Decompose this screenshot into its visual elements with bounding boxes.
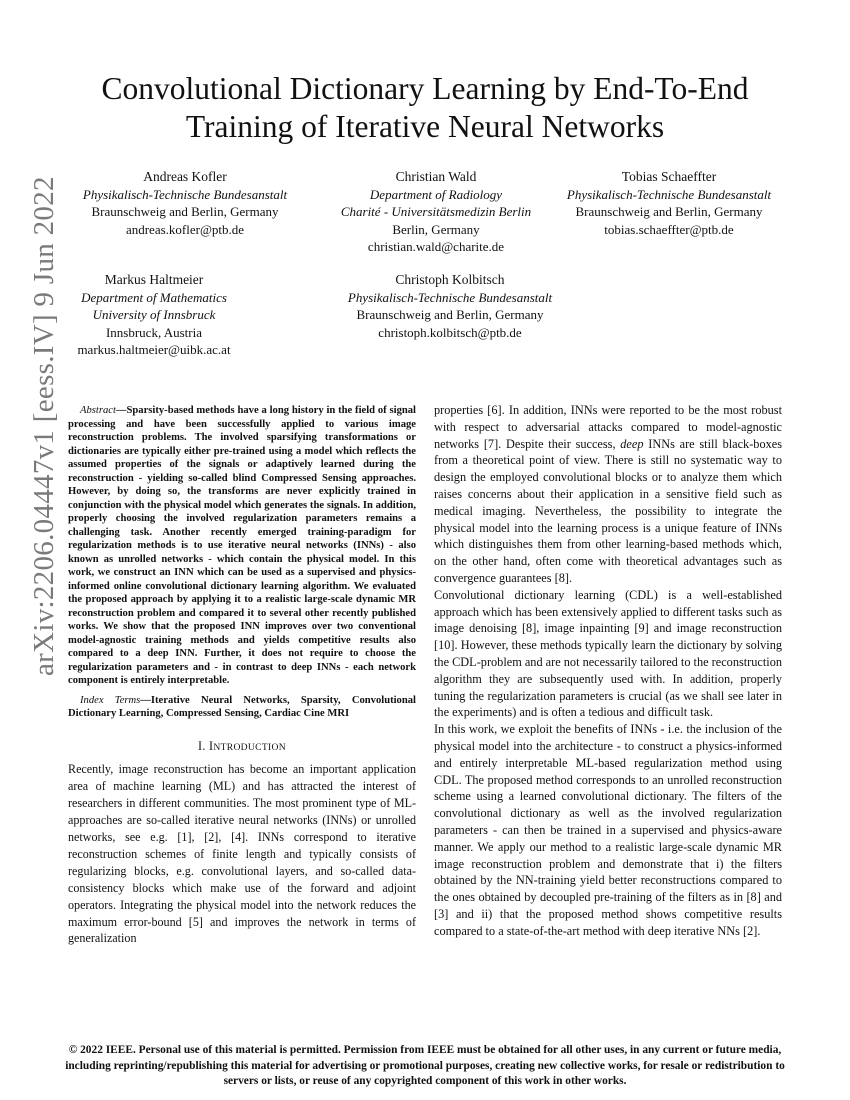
paper-title-line-2: Training of Iterative Neural Networks	[185, 109, 665, 144]
body-paragraph: Convolutional dictionary learning (CDL) is a well-established approach which has been extensively applied to different tasks such as image denoising [8], image inpainting [9] and image reconstruction [10]. However, these methods typically learn the dictionary by solving the CDL-problem and are not necessarily tailored to the reconstruction algorithm they are subsequently used with. In addition, properly tuning the regularization parameters is crucial (as we shall see later in the experiments) and is often a tedious and difficult task.	[434, 587, 782, 720]
paper-title	[60, 70, 790, 146]
author-address: Braunschweig and Berlin, Germany	[356, 307, 544, 322]
right-column	[434, 402, 782, 940]
index-terms-text: —Iterative Neural Networks, Sparsity, Convolutional Dictionary Learning, Compressed Sensing, Cardiac Cine MRI	[68, 694, 416, 719]
author-block	[60, 168, 310, 238]
author-address: Berlin, Germany	[392, 221, 480, 237]
body-paragraph: In this work, we exploit the benefits of INNs - i.e. the inclusion of the physical model into the architecture - to construct a physics-informed and entirely interpretable ML-based regularization method using CDL. The proposed method corresponds to an unrolled reconstruction scheme using a learned convolutional dictionary. The filters of the convolutional dictionary as well as the involved regularization parameters - can then be trained in a supervised and physics-aware manner. We apply our method to a realistic large-scale dynamic MR image reconstruction problem and demonstrate that i) the filters obtained by the NN-training yield better reconstructions compared to the ones obtained by decoupled pre-training of the filters as in [8] and [3] and ii) that the proposed method shows competitive results compared to a state-of-the-art method with deep iterative NNs [2].	[434, 722, 782, 938]
author-name: Tobias Schaeffter	[621, 169, 717, 184]
author-address: Braunschweig and Berlin, Germany	[575, 204, 763, 219]
author-name: Christian Wald	[395, 169, 477, 184]
author-block	[46, 271, 262, 359]
paper-title-line-1: Convolutional Dictionary Learning by End-To-End	[101, 71, 749, 106]
copyright-notice: © 2022 IEEE. Personal use of this material is permitted. Permission from IEEE must be obtained for all other uses, in any current or future media, including reprinting/republishing this material for advertising or promotional purposes, creating new collective works, for resale or redistribution to servers or lists, or reuse of any copyrighted component of this work in other works.	[65, 1044, 785, 1087]
body-paragraph: properties [6]. In addition, INNs were reported to be the most robust with respect to adversarial attacks compared to model-agnostic networks [7]. Despite their success, deep INNs are still black-boxes from a theoretical point of view. There is still no systematic way to design the employed convolutional blocks or to analyze them which raises concerns about their application in a sensitive field such as medical imaging. Nevertheless, the possibility to integrate the physical model into the learning process is a unique feature of INNs which distinguishes them from other learning-based methods which, on the other hand, often come with theoretical advantages such as convergence guarantees [8].	[434, 403, 782, 585]
author-email: christoph.kolbitsch@ptb.de	[378, 324, 522, 340]
index-terms-label: Index Terms	[80, 694, 141, 706]
author-block	[318, 271, 582, 341]
author-email: tobias.schaeffter@ptb.de	[604, 221, 734, 237]
author-block	[308, 168, 564, 256]
author-block	[548, 168, 790, 238]
author-affiliation: Physikalisch-Technische Bundesanstalt	[82, 186, 288, 202]
author-affiliation: Department of Radiology	[369, 186, 503, 202]
author-name: Markus Haltmeier	[104, 272, 204, 287]
section-heading-introduction: I. INTRODUCTION	[198, 738, 286, 753]
author-email: andreas.kofler@ptb.de	[125, 221, 245, 237]
author-email: markus.haltmeier@uibk.ac.at	[77, 342, 231, 357]
author-affiliation: Physikalisch-Technische Bundesanstalt	[347, 289, 553, 305]
index-terms	[68, 694, 416, 721]
introduction-paragraph: Recently, image reconstruction has become an important application area of machine learning (ML) and has attracted the interest of researchers in different communities. The most prominent type of ML-approaches are so-called iterative neural networks (INNs) or unrolled networks, see e.g. [1], [2], [4]. INNs correspond to iterative reconstruction schemes of finite length and typically consists of regularizing blocks, e.g. convolutional layers, and so-called data-consistency blocks which make use of the forward and adjoint operators. Integrating the physical model into the network reduces the maximum error-bound [5] and improves the network in terms of generalization	[68, 762, 416, 946]
abstract	[68, 404, 416, 688]
author-affiliation: University of Innsbruck	[92, 307, 216, 322]
author-address: Braunschweig and Berlin, Germany	[91, 204, 279, 219]
left-column	[68, 404, 416, 947]
author-affiliation: Physikalisch-Technische Bundesanstalt	[566, 186, 772, 202]
author-affiliation: Department of Mathematics	[81, 289, 227, 305]
author-name: Christoph Kolbitsch	[395, 272, 505, 287]
author-email: christian.wald@charite.de	[367, 239, 505, 254]
author-name: Andreas Kofler	[143, 169, 227, 184]
author-address: Innsbruck, Austria	[105, 324, 203, 340]
abstract-text: —Sparsity-based methods have a long history in the field of signal processing and have been successfully applied to various image reconstruction problems. The involved sparsifying transformations or dictionaries are typically either pre-trained using a model which reflects the assumed properties of the signals or adaptively learned during the reconstruction - yielding so-called blind Compressed Sensing approaches. However, by doing so, the transforms are never explicitly trained in conjunction with the physical model which generates the signals. In addition, properly choosing the involved regularization parameters remains a challenging task. Another recently emerged training-paradigm for regularization methods is to use iterative neural networks (INNs) - also known as unrolled networks - which contain the physical model. In this work, we construct an INN which can be used as a supervised and physics-informed online convolutional dictionary learning algorithm. We evaluated the proposed approach by applying it to a realistic large-scale dynamic MR reconstruction problem and compared it to several other recently published works. We show that the proposed INN improves over two conventional model-agnostic training methods and yields competitive results also compared to a deep INN. Further, it does not require to choose the regularization parameters and - in contrast to deep INNs - each network component is entirely interpretable.	[68, 405, 416, 686]
arxiv-identifier-text: arXiv:2206.04447v1 [eess.IV] 9 Jun 2022	[28, 176, 60, 676]
author-affiliation: Charité - Universitätsmedizin Berlin	[340, 204, 532, 219]
abstract-label: Abstract	[80, 405, 116, 416]
